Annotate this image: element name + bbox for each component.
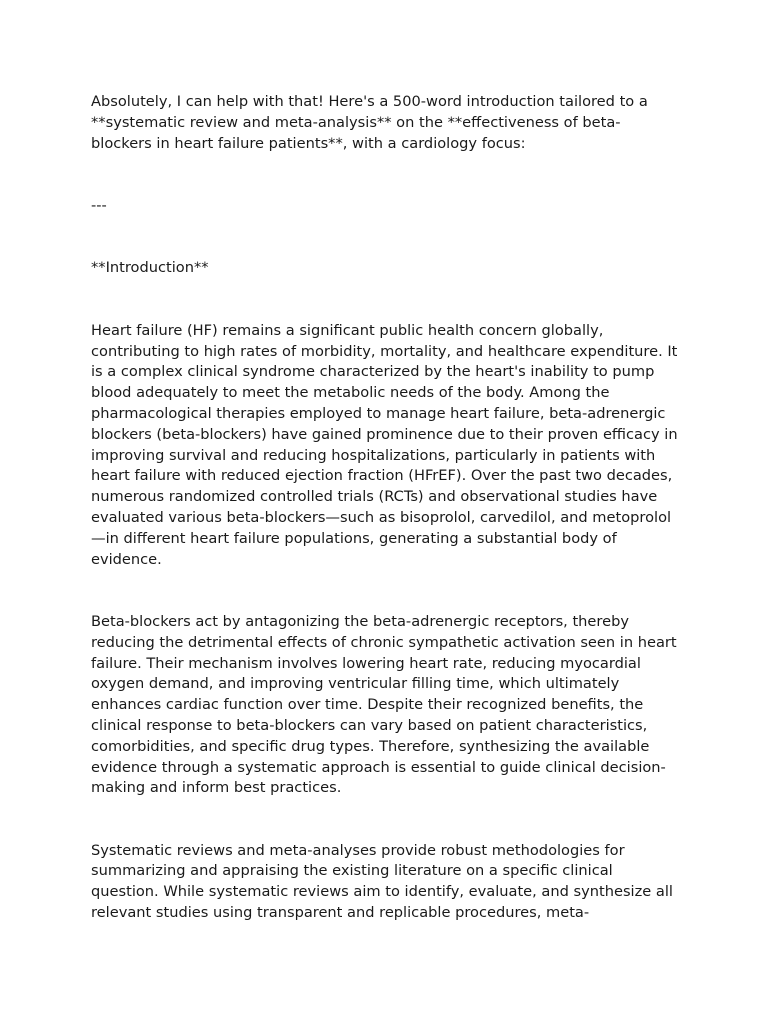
paragraph-gap bbox=[91, 279, 681, 321]
paragraph-gap bbox=[91, 154, 681, 196]
paragraph-gap bbox=[91, 799, 681, 841]
body-paragraph-2: Beta-blockers act by antagonizing the beta-adrenergic receptors, thereby reducing the detrimental effects of chronic sympathetic activation seen in heart failure. Their mechanism involves lowering heart rate, reducing myocardial oxygen demand, and improving ventricular filling time, which ultimately enhances cardiac function over time. Despite their recognized benefits, the clinical response to beta-blockers can vary based on patient characteristics, comorbidities, and specific drug types. Therefore, synthesizing the available evidence through a systematic approach is essential to guide clinical decision-making and inform best practices. bbox=[91, 612, 677, 797]
body-paragraph-1: Heart failure (HF) remains a significant public health concern globally, contributing to high rates of morbidity, mortality, and healthcare expenditure. It is a complex clinical syndrome characterized by the heart's inability to pump blood adequately to meet the metabolic needs of the body. Among the pharmacological therapies employed to manage heart failure, beta-adrenergic blockers (beta-blockers) have gained prominence due to their proven efficacy in improving survival and reducing hospitalizations, particularly in patients with heart failure with reduced ejection fraction (HFrEF). Over the past two decades, numerous randomized controlled trials (RCTs) and observational studies have evaluated various beta-blockers—such as bisoprolol, carvedilol, and metoprolol—in different heart failure populations, generating a substantial body of evidence. bbox=[91, 321, 678, 568]
separator: --- bbox=[91, 196, 107, 214]
paragraph-gap bbox=[91, 217, 681, 259]
paragraph-gap bbox=[91, 570, 681, 612]
document-body bbox=[91, 92, 681, 924]
intro-line: Absolutely, I can help with that! Here's a 500-word introduction tailored to a **systematic review and meta-analysis** on the **effectiveness of beta-blockers in heart failure patients**, with a cardiology focus: bbox=[91, 93, 648, 152]
section-heading: **Introduction** bbox=[91, 259, 209, 277]
body-paragraph-3: Systematic reviews and meta-analyses provide robust methodologies for summarizing and appraising the existing literature on a specific clinical question. While systematic reviews aim to identify, evaluate, and synthesize all relevant studies using transparent and replicable procedures, meta- bbox=[91, 841, 673, 922]
